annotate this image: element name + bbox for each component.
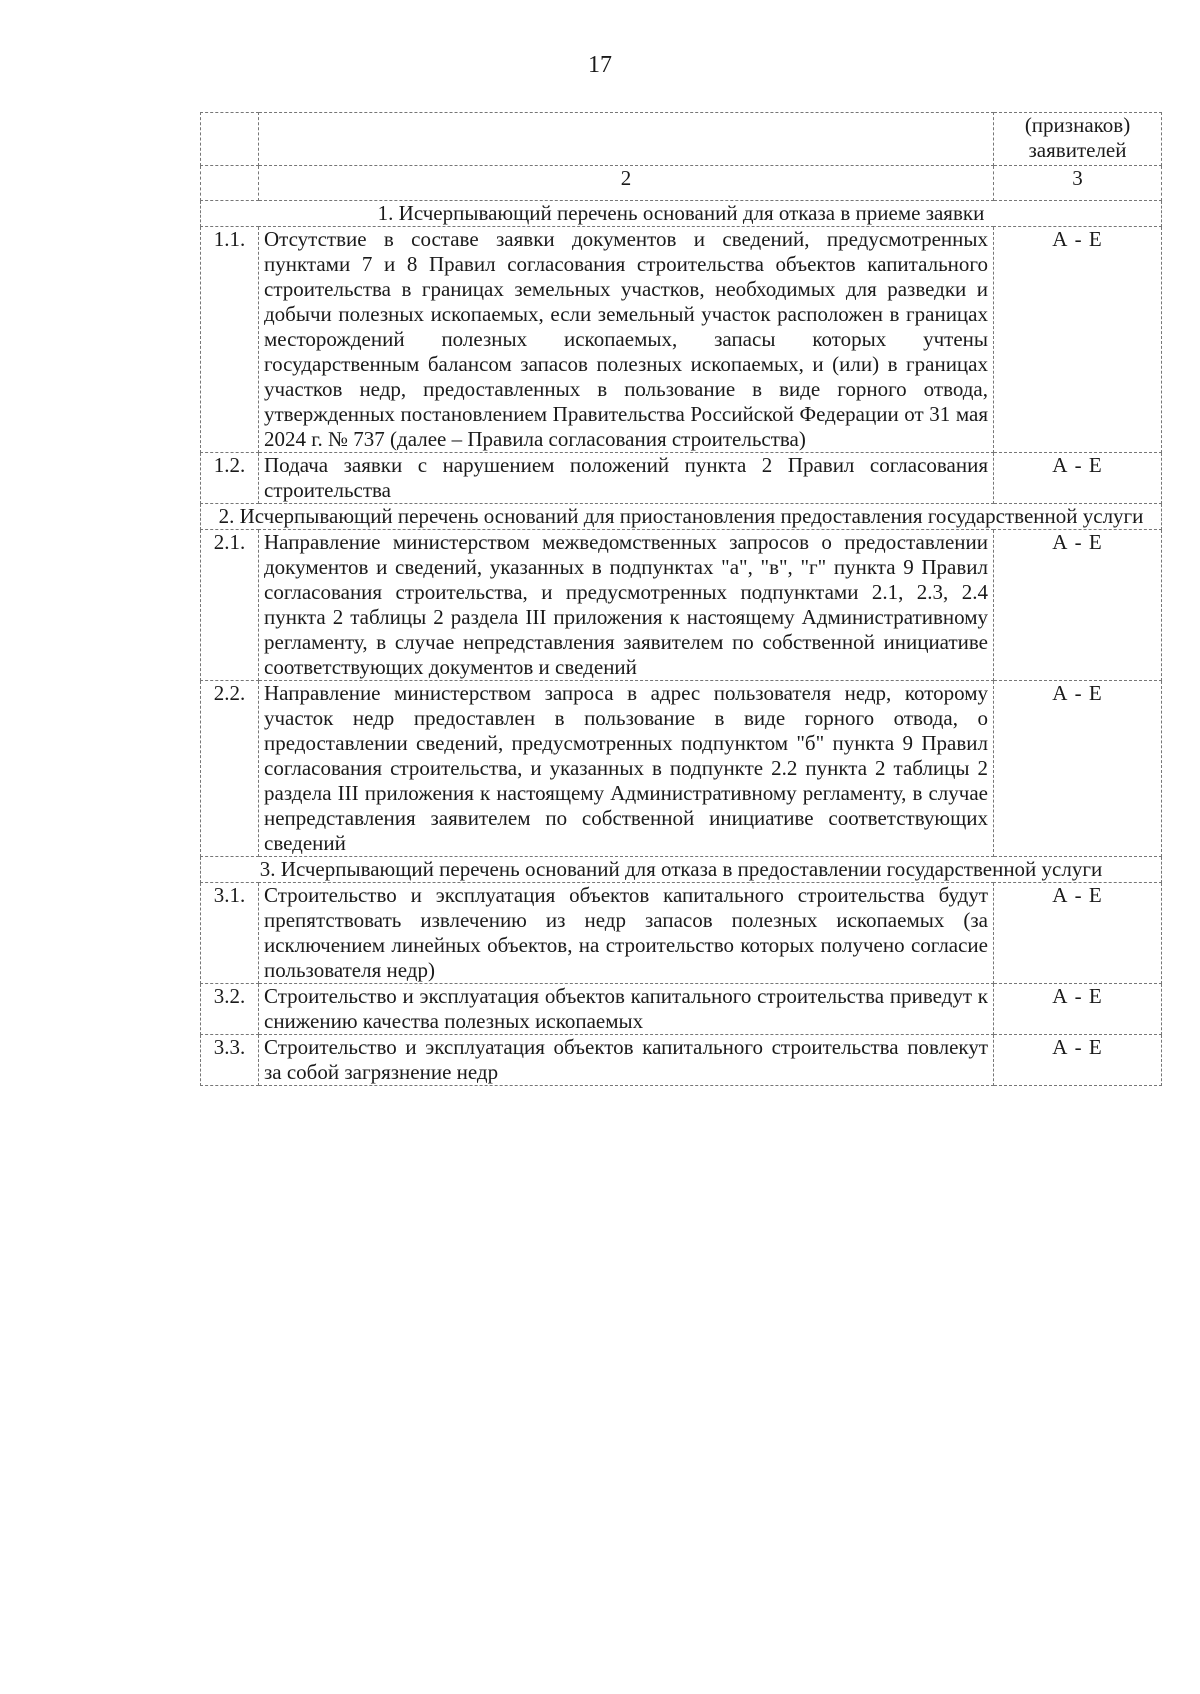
section-row: [201, 504, 1162, 530]
table-row: [201, 1035, 1162, 1086]
row-number: 2.2.: [201, 681, 259, 857]
table-row: [201, 984, 1162, 1035]
row-codes: А - Е: [994, 984, 1162, 1035]
row-text: Направление министерством запроса в адрес пользователя недр, которому участок недр предоставлен в пользование в виде горного отвода, о предоставлении сведений, предусмотренных подпунктом "б" пункта 9 Правил согласования строительства, и указанных в подпункте 2.2 пункта 2 таблицы 2 раздела III приложения к настоящему Административному регламенту, в случае непредставления заявителем по собственной инициативе соответствующих сведений: [259, 681, 994, 857]
table-row: [201, 530, 1162, 681]
row-number: 1.1.: [201, 227, 259, 453]
section-row: [201, 857, 1162, 883]
header-cell-applicants: (признаков) заявителей: [994, 113, 1162, 166]
row-text: Отсутствие в составе заявки документов и сведений, предусмотренных пунктами 7 и 8 Правил согласования строительства объектов капитального строительства в границах земельных участков, необходимых для разведки и добычи полезных ископаемых, если земельный участок расположен в границах месторождений полезных ископаемых, запасы которых учтены государственным балансом запасов полезных ископаемых, и (или) в границах участков недр, предоставленных в пользование в виде горного отвода, утвержденных постановлением Правительства Российской Федерации от 31 мая 2024 г. № 737 (далее – Правила согласования строительства): [259, 227, 994, 453]
section-title: 3. Исчерпывающий перечень оснований для отказа в предоставлении государственной услуги: [201, 857, 1162, 883]
row-text: Направление министерством межведомственных запросов о предоставлении документов и сведений, указанных в подпунктах "а", "в", "г" пункта 9 Правил согласования строительства, и предусмотренных подпунктами 2.1, 2.3, 2.4 пункта 2 таблицы 2 раздела III приложения к настоящему Административному регламенту, в случае непредставления заявителем по собственной инициативе соответствующих документов и сведений: [259, 530, 994, 681]
section-title: 1. Исчерпывающий перечень оснований для отказа в приеме заявки: [201, 201, 1162, 227]
row-number: 3.1.: [201, 883, 259, 984]
header-cell-2: [259, 113, 994, 166]
row-number: 3.2.: [201, 984, 259, 1035]
table-header-row: [201, 113, 1162, 166]
column-numbers-row: [201, 166, 1162, 201]
table-row: [201, 883, 1162, 984]
row-codes: А - Е: [994, 1035, 1162, 1086]
section-title: 2. Исчерпывающий перечень оснований для приостановления предоставления государственной услуги: [201, 504, 1162, 530]
row-codes: А - Е: [994, 883, 1162, 984]
section-row: [201, 201, 1162, 227]
row-number: 1.2.: [201, 453, 259, 504]
row-number: 3.3.: [201, 1035, 259, 1086]
row-number: 2.1.: [201, 530, 259, 681]
grounds-table: [200, 112, 1162, 1086]
table-row: [201, 453, 1162, 504]
row-text: Подача заявки с нарушением положений пункта 2 Правил согласования строительства: [259, 453, 994, 504]
row-text: Строительство и эксплуатация объектов капитального строительства повлекут за собой загрязнение недр: [259, 1035, 994, 1086]
column-number-2: 2: [259, 166, 994, 201]
row-codes: А - Е: [994, 530, 1162, 681]
header-cell-1: [201, 113, 259, 166]
column-number-3: 3: [994, 166, 1162, 201]
row-codes: А - Е: [994, 453, 1162, 504]
table-row: [201, 227, 1162, 453]
column-number-1: [201, 166, 259, 201]
row-text: Строительство и эксплуатация объектов капитального строительства приведут к снижению качества полезных ископаемых: [259, 984, 994, 1035]
page-number: 17: [588, 52, 612, 78]
table-row: [201, 681, 1162, 857]
row-codes: А - Е: [994, 227, 1162, 453]
row-codes: А - Е: [994, 681, 1162, 857]
row-text: Строительство и эксплуатация объектов капитального строительства будут препятствовать извлечению из недр запасов полезных ископаемых (за исключением линейных объектов, на строительство которых получено согласие пользователя недр): [259, 883, 994, 984]
